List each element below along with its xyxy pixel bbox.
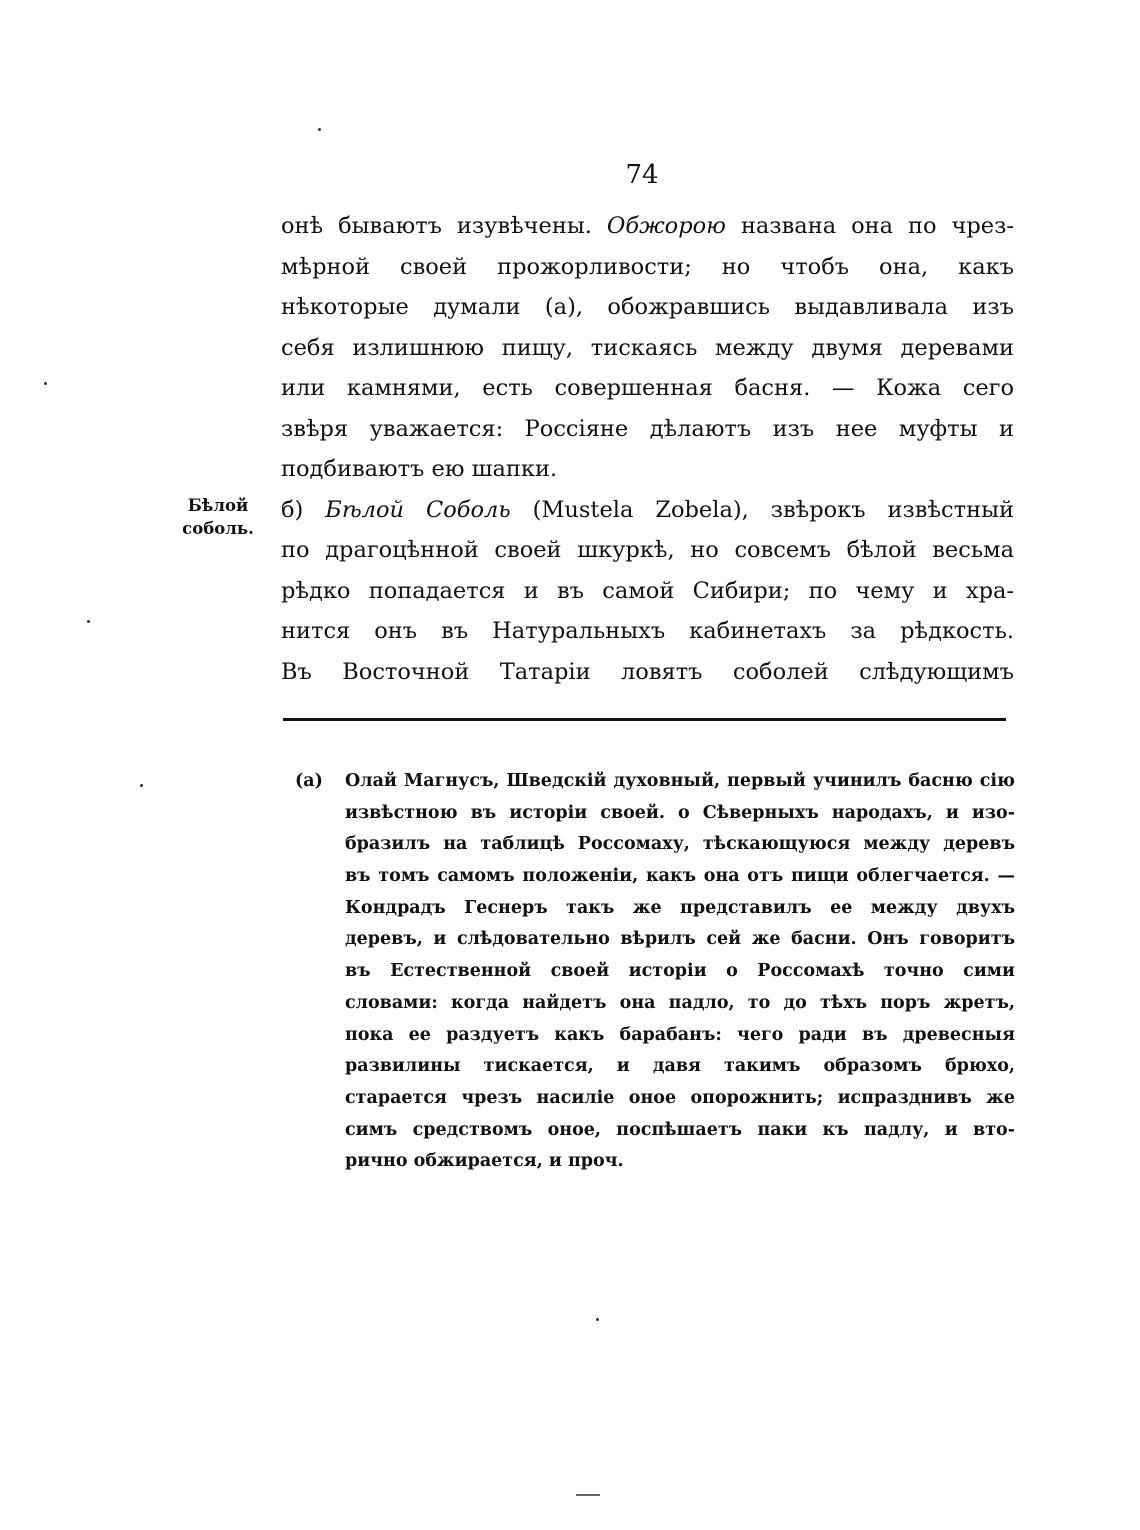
footnote-line: рично обжирается, и проч.: [345, 1151, 624, 1172]
margin-note-line-1: Бѣлой: [187, 496, 249, 515]
text-line: нится онъ въ Натуральныхъ кабинетахъ за рѣдкость.: [281, 618, 1014, 644]
italic-term: Бѣлой Соболь: [325, 496, 511, 523]
margin-note: [176, 494, 260, 540]
scan-speck: [596, 1318, 599, 1321]
footnote-line: словами: когда найдетъ она падло, то до тѣхъ поръ жретъ,: [345, 992, 1015, 1013]
footnote-line: извѣстною въ исторіи своей. о Сѣверныхъ народахъ, и изо-: [345, 802, 1015, 823]
main-text: [281, 206, 1014, 692]
footnote-line: развилины тискается, и давя такимъ образомъ брюхо,: [345, 1056, 1015, 1077]
footnote-line: симъ средствомъ оное, поспѣшаетъ паки къ падлу, и вто-: [345, 1119, 1015, 1140]
footnote-line: бразилъ на таблицѣ Россомаху, тѣскающуюся между деревъ: [345, 834, 1015, 855]
italic-term: Обжорою: [606, 213, 726, 239]
text-line: или камнями, есть совершенная басня. — Кожа сего: [281, 375, 1014, 401]
text-line: Въ Восточной Татаріи ловятъ соболей слѣдующимъ: [281, 658, 1014, 685]
scan-speck: [87, 620, 90, 623]
text-line: звѣря уважается: Россіяне дѣлаютъ изъ нее муфты и: [281, 415, 1014, 442]
text-line: себя излишнюю пищу, тискаясь между двумя деревами: [281, 334, 1014, 361]
text-line: [281, 490, 1014, 531]
footnote-line: старается чрезъ насиліе оное опорожнить; испразднивъ же: [345, 1087, 1015, 1108]
text-line: [281, 206, 1014, 247]
page-number: 74: [625, 160, 659, 190]
margin-note-line-2: соболь.: [182, 519, 254, 538]
scan-speck: [140, 784, 143, 787]
scan-speck: [318, 128, 321, 131]
text-segment: б): [281, 496, 326, 523]
scan-speck: [44, 382, 47, 385]
footnote-line: деревъ, и слѣдовательно вѣрилъ сей же басни. Онъ говоритъ: [345, 929, 1015, 950]
footnote: [295, 766, 1015, 1178]
text-line: мѣрной своей прожорливости; но чтобъ она, какъ: [281, 253, 1014, 280]
text-segment: (Mustela Zobela), звѣрокъ извѣстный: [510, 496, 1014, 523]
footnote-separator-rule: [283, 718, 1006, 721]
footnote-marker: (а): [295, 771, 323, 791]
footnote-line: въ томъ самомъ положеніи, какъ она отъ пищи облегчается. —: [345, 866, 1015, 887]
footnote-line: Кондрадъ Геснеръ такъ же представилъ ее между двухъ: [345, 897, 1015, 918]
footnote-line: [295, 766, 1015, 798]
text-line: подбиваютъ ею шапки.: [281, 456, 558, 482]
text-line: нѣкоторые думали (а), обожравшись выдавливала изъ: [281, 294, 1014, 320]
footnote-line: пока ее раздуетъ какъ барабанъ: чего ради въ древесныя: [345, 1024, 1015, 1045]
footnote-text: Олай Магнусъ, Шведскій духовный, первый учинилъ басню сію: [345, 771, 1015, 791]
scan-dash-mark: [576, 1494, 600, 1496]
footnote-line: въ Естественной своей исторіи о Россомахѣ точно сими: [345, 961, 1015, 982]
text-line: по драгоцѣнной своей шкуркѣ, но совсемъ бѣлой весьма: [281, 537, 1014, 563]
text-segment: названа она по чрез-: [725, 213, 1014, 239]
text-segment: онѣ бываютъ изувѣчены.: [281, 213, 607, 239]
text-line: рѣдко попадается и въ самой Сибири; по чему и хра-: [281, 577, 1014, 604]
